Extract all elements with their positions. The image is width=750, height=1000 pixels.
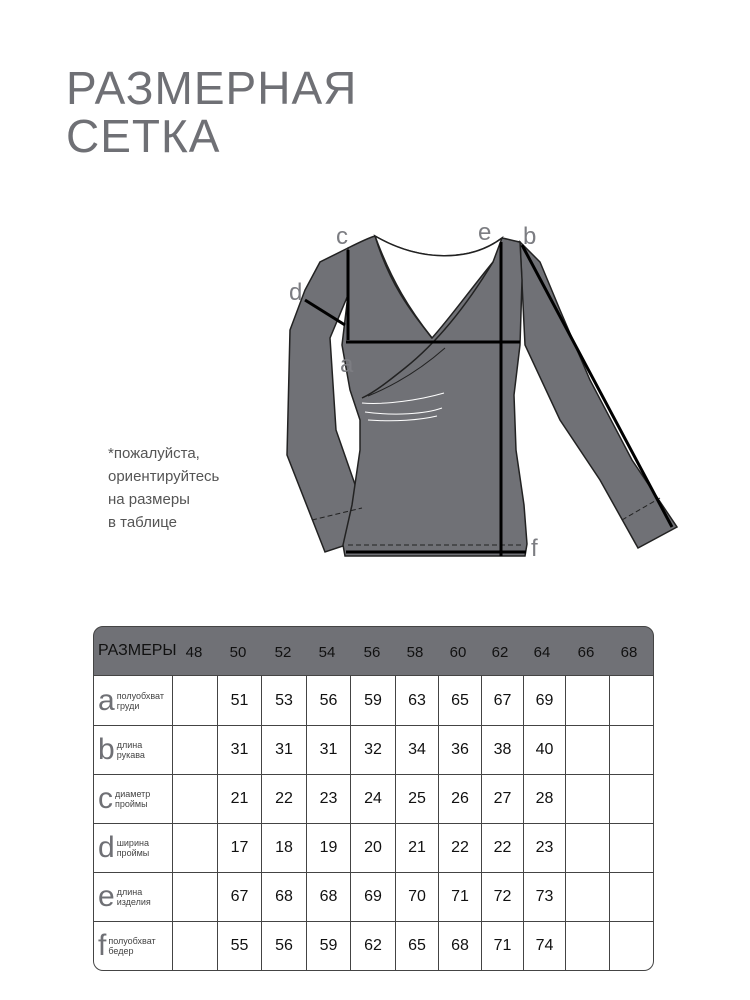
table-cell: 67 [217, 873, 261, 921]
row-label [94, 873, 172, 921]
table-cell: 36 [438, 726, 481, 774]
table-cell: 38 [481, 726, 523, 774]
header-label: РАЗМЕРЫ [98, 642, 177, 659]
row-label [94, 775, 172, 823]
table-cell: 32 [350, 726, 395, 774]
desc-line: рукава [116, 750, 145, 760]
table-cell: 68 [438, 922, 481, 970]
measure-letter: d [98, 831, 115, 864]
table-cell: 28 [523, 775, 565, 823]
table-cell: 21 [217, 775, 261, 823]
label-d: d [289, 279, 303, 306]
note-line: ориентируйтесь [108, 468, 220, 485]
table-cell: 53 [261, 676, 306, 725]
size-header-cell: 54 [318, 644, 336, 661]
table-cell [609, 824, 653, 872]
table-cell: 27 [481, 775, 523, 823]
table-cell: 20 [350, 824, 395, 872]
table-cell [172, 873, 217, 921]
label-e: e [478, 219, 492, 246]
table-cell [172, 775, 217, 823]
size-note [108, 442, 219, 534]
table-cell: 24 [350, 775, 395, 823]
table-cell: 55 [217, 922, 261, 970]
table-cell [172, 922, 217, 970]
table-cell [609, 726, 653, 774]
table-row [94, 872, 653, 921]
title-line-1: РАЗМЕРНАЯ [66, 62, 358, 114]
table-row [94, 725, 653, 774]
table-row [94, 676, 653, 725]
desc-line: проймы [116, 848, 150, 858]
table-cell: 31 [261, 726, 306, 774]
table-cell: 22 [261, 775, 306, 823]
row-label [94, 824, 172, 872]
table-cell [172, 726, 217, 774]
desc-line: проймы [115, 799, 148, 809]
size-table-header [93, 626, 654, 676]
table-cell: 62 [350, 922, 395, 970]
measure-description [117, 691, 164, 711]
table-cell: 71 [481, 922, 523, 970]
size-header-cell: 50 [229, 644, 247, 661]
table-cell: 65 [395, 922, 438, 970]
table-row [94, 774, 653, 823]
size-table [93, 626, 654, 971]
table-cell: 63 [395, 676, 438, 725]
table-cell: 74 [523, 922, 565, 970]
note-line: на размеры [108, 491, 190, 508]
table-cell: 65 [438, 676, 481, 725]
table-row [94, 823, 653, 872]
table-cell: 56 [306, 676, 350, 725]
label-b: b [523, 223, 537, 250]
measure-letter: e [98, 880, 115, 913]
table-cell: 22 [481, 824, 523, 872]
table-row [94, 921, 653, 970]
size-table-body [93, 676, 654, 971]
table-cell [565, 726, 609, 774]
table-cell: 67 [481, 676, 523, 725]
desc-line: длина [116, 740, 143, 750]
row-label [94, 922, 172, 970]
table-cell: 23 [523, 824, 565, 872]
table-cell [172, 676, 217, 725]
table-cell [565, 775, 609, 823]
table-cell: 26 [438, 775, 481, 823]
measure-description [117, 887, 151, 907]
desc-line: груди [116, 700, 140, 711]
table-cell: 68 [306, 873, 350, 921]
desc-line: ширина [116, 838, 149, 848]
table-cell: 71 [438, 873, 481, 921]
desc-line: диаметр [115, 789, 151, 799]
table-cell: 21 [395, 824, 438, 872]
table-cell: 68 [261, 873, 306, 921]
label-f: f [531, 535, 538, 562]
size-header-cell: 64 [533, 644, 551, 661]
table-cell [609, 676, 653, 725]
measure-description [108, 936, 155, 956]
measure-description [117, 740, 145, 760]
table-cell: 59 [350, 676, 395, 725]
table-cell: 17 [217, 824, 261, 872]
table-cell: 23 [306, 775, 350, 823]
table-cell: 22 [438, 824, 481, 872]
measure-description [115, 789, 150, 809]
row-label [94, 726, 172, 774]
label-a: a [340, 351, 354, 378]
table-cell: 70 [395, 873, 438, 921]
label-c: c [336, 223, 348, 250]
size-header-cell: 52 [274, 644, 292, 661]
size-header-cell: 62 [491, 644, 509, 661]
measure-letter: c [98, 782, 113, 815]
table-cell [609, 775, 653, 823]
title-line-2: СЕТКА [66, 110, 221, 162]
table-cell [172, 824, 217, 872]
measure-description [117, 838, 150, 858]
table-cell: 19 [306, 824, 350, 872]
table-cell: 25 [395, 775, 438, 823]
table-cell [565, 676, 609, 725]
table-cell: 72 [481, 873, 523, 921]
table-cell: 40 [523, 726, 565, 774]
desc-line: бедер [108, 946, 134, 956]
table-cell: 34 [395, 726, 438, 774]
table-cell [565, 922, 609, 970]
table-cell [609, 922, 653, 970]
row-label [94, 676, 172, 725]
table-cell: 59 [306, 922, 350, 970]
table-cell: 51 [217, 676, 261, 725]
table-cell [565, 824, 609, 872]
table-cell [565, 873, 609, 921]
desc-line: полуобхват [116, 690, 164, 701]
size-header-cell: 68 [620, 644, 638, 661]
table-cell: 18 [261, 824, 306, 872]
size-header-cell: 60 [449, 644, 467, 661]
desc-line: длина [116, 887, 143, 897]
measure-letter: b [98, 733, 115, 766]
desc-line: полуобхват [108, 936, 156, 946]
table-cell: 31 [217, 726, 261, 774]
table-cell [609, 873, 653, 921]
size-header-cell: 66 [577, 644, 595, 661]
measure-letter: f [98, 929, 107, 962]
desc-line: изделия [116, 897, 151, 907]
size-header-cell: 58 [406, 644, 424, 661]
table-cell: 31 [306, 726, 350, 774]
table-cell: 73 [523, 873, 565, 921]
measure-letter: a [98, 683, 115, 717]
table-cell: 56 [261, 922, 306, 970]
size-header-cell: 56 [363, 644, 381, 661]
table-cell: 69 [523, 676, 565, 725]
note-line: в таблице [108, 514, 177, 531]
size-header-cell: 48 [185, 644, 203, 661]
table-cell: 69 [350, 873, 395, 921]
note-line: *пожалуйста, [108, 445, 200, 462]
